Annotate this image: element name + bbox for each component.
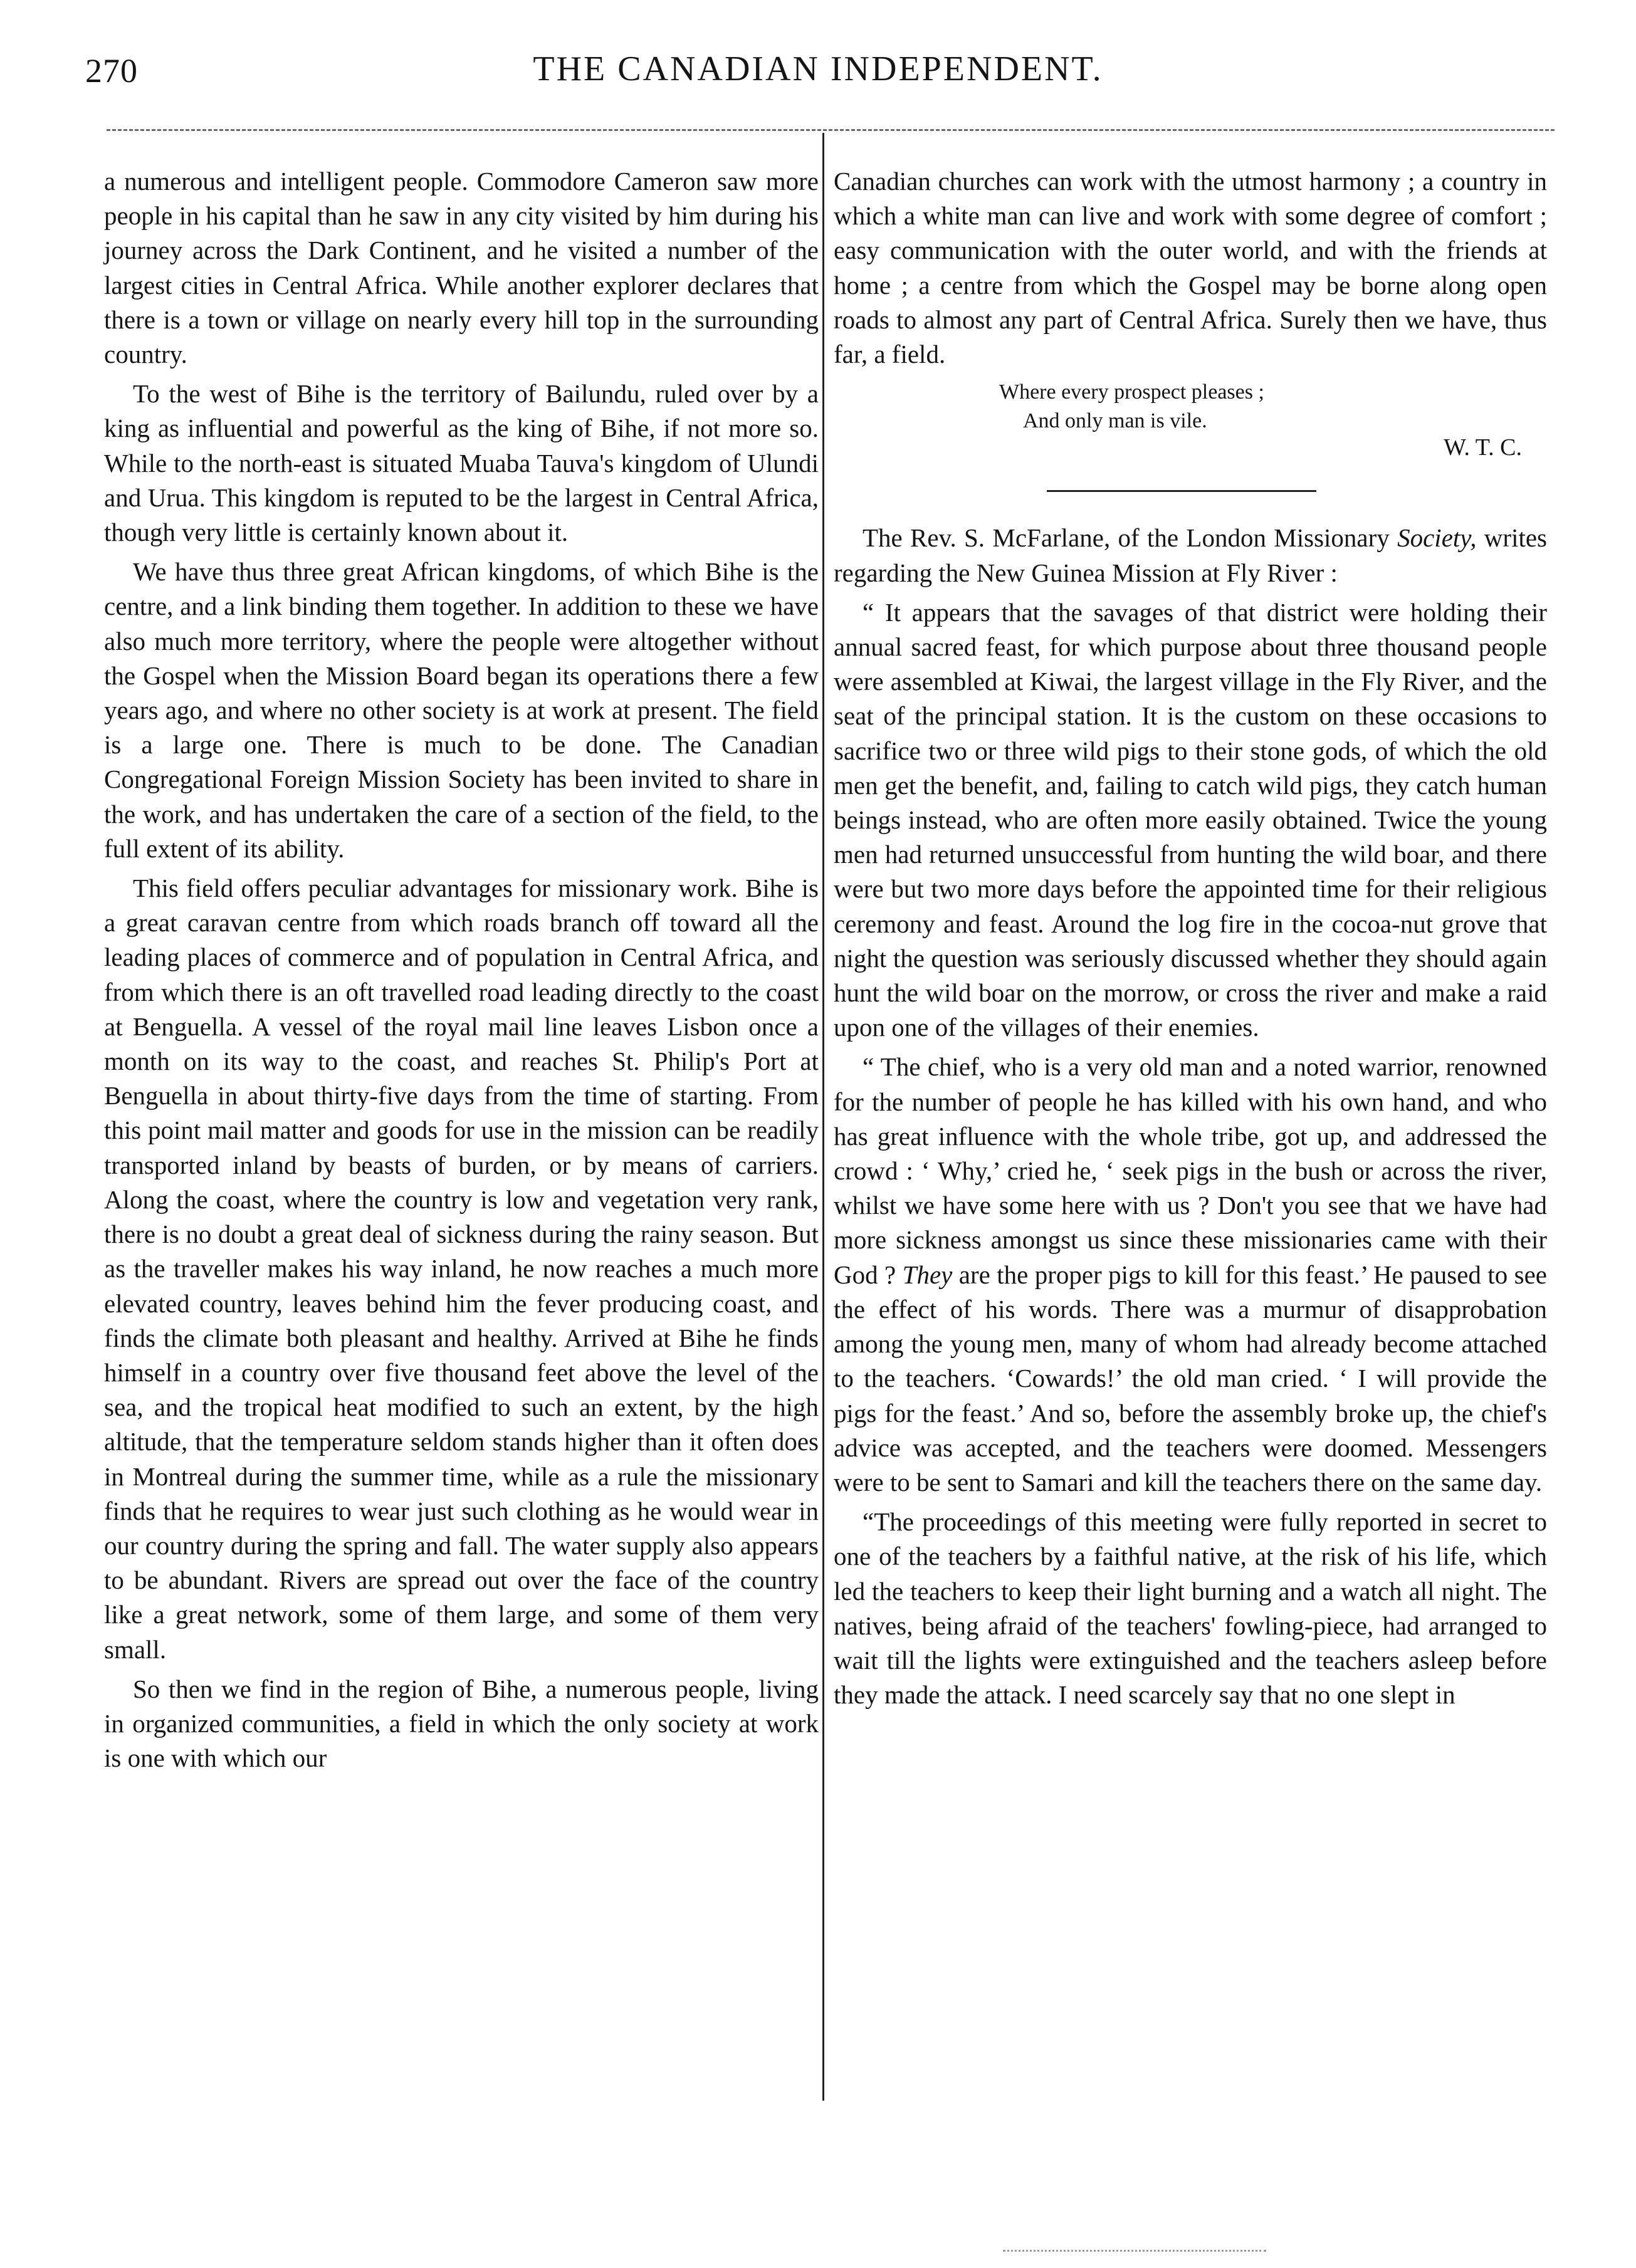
paragraph: We have thus three great African kingdoms, of which Bihe is the centre, and a link binding them together. In addition to these we have also much more territory, where the people were altogether without the Gospel when the Mission Board began its operations there a few years ago, and where no other society is at work at present. The field is a large one. There is much to be done. The Canadian Congregational Foreign Mission Society has been invited to share in the work, and has undertaken the care of a section of the field, to the full extent of its ability. <box>104 557 819 863</box>
scan-mark <box>1003 2250 1266 2252</box>
section-rule <box>1047 490 1316 492</box>
page-number: 270 <box>85 52 138 90</box>
paragraph: a numerous and intelligent people. Commodore Cameron saw more people in his capital than he saw in any city visited by him during his journey across the Dark Continent, and he visited a number of the largest cities in Central Africa. While another explorer declares that there is a town or village on nearly every hill top in the surrounding country. <box>104 167 819 369</box>
text-run: writes regarding the New Guinea Mission at Fly River : <box>834 523 1547 587</box>
paragraph: “ It appears that the savages of that district were holding their annual sacred feast, for which purpose about three thousand people were assembled at Kiwai, the largest village in the Fly River, and the seat of the principal station. It is the custom on these occasions to sacrifice two or three wild pigs to their stone gods, of which the old men get the benefit, and, failing to catch wild pigs, they catch human beings instead, who are often more easily obtained. Twice the young men had returned unsuccessful from hunting the wild boar, and there were but two more days before the appointed time for their religious ceremony and feast. Around the log fire in the cocoa-nut grove that night the question was seriously discussed whether they should again hunt the wild boar on the morrow, or cross the river and make a raid upon one of the villages of their enemies. <box>834 597 1547 1042</box>
paragraph: “The proceedings of this meeting were fully reported in secret to one of the teachers by a faithful native, at the risk of his life, which led the teachers to keep their light burning and a watch all night. The natives, being afraid of the teachers' fowling-piece, had arranged to wait till the lights were extinguished and the teachers asleep before they made the attack. I need scarcely say that no one slept in <box>834 1507 1547 1710</box>
italic-text: They <box>902 1260 953 1289</box>
italic-text: Society, <box>1397 523 1477 553</box>
paragraph <box>834 521 1547 590</box>
text-run: The Rev. S. McFarlane, of the London Missionary <box>863 523 1390 553</box>
paragraph: This field offers peculiar advantages for missionary work. Bihe is a great caravan centre from which roads branch off toward all the leading places of commerce and of population in Central Africa, and from which there is an oft travelled road leading directly to the coast at Benguella. A vessel of the royal mail line leaves Lisbon once a month on its way to the coast, and reaches St. Philip's Port at Benguella in about thirty-five days from the time of starting. From this point mail matter and goods for use in the mission can be readily transported inland by beasts of burden, or by means of carriers. Along the coast, where the country is low and vegetation very rank, there is no doubt a great deal of sickness during the rainy season. But as the traveller makes his way inland, he now reaches a much more elevated country, leaves behind him the fever producing coast, and finds the climate both pleasant and healthy. Arrived at Bihe he finds himself in a country over five thousand feet above the level of the sea, and the tropical heat modified to such an extent, by the high altitude, that the temperature seldom stands higher than it often does in Montreal during the summer time, while as a rule the missionary finds that he requires to wear just such clothing as he would wear in our country during the spring and fall. The water supply also appears to be abundant. Rivers are spread out over the face of the country like a great network, some of them large, and some of them very small. <box>104 874 819 1664</box>
poem-line: And only man is vile. <box>1023 409 1207 433</box>
text-run: “ The chief, who is a very old man and a noted warrior, renowned for the number of people he has killed with his own hand, and who has great influence with the whole tribe, got up, and addressed the crowd : ‘ Why,’ cried he, ‘ seek pigs in the bush or across the river, whilst we have some here with us ? Don't you see that we have had more sickness amongst us since these missionaries came with their God ? <box>834 1052 1547 1289</box>
paragraph: So then we find in the region of Bihe, a numerous people, living in organized communities, a field in which the only society at work is one with which our <box>104 1674 819 1773</box>
author-signature: W. T. C. <box>1444 434 1522 461</box>
page-header <box>0 0 1636 132</box>
left-column <box>104 164 819 1780</box>
paragraph <box>834 1050 1547 1500</box>
paragraph: To the west of Bihe is the territory of Bailundu, ruled over by a king as influential and powerful as the king of Bihe, if not more so. While to the north-east is situated Muaba Tauva's kingdom of Ulundi and Urua. This kingdom is reputed to be the largest in Central Africa, though very little is certainly known about it. <box>104 379 819 547</box>
text-run: are the proper pigs to kill for this feast.’ He paused to see the effect of his words. There was a murmur of disapprobation among the young men, many of whom had already become attached to the teachers. ‘Cowards!’ the old man cried. ‘ I will provide the pigs for the feast.’ And so, before the assembly broke up, the chief's advice was accepted, and the teachers were doomed. Messengers were to be sent to Samari and kill the teachers there on the same day. <box>834 1260 1547 1497</box>
poem-line: Where every prospect pleases ; <box>999 380 1264 404</box>
column-divider <box>822 133 824 2101</box>
right-column <box>834 164 1547 1717</box>
journal-title: THE CANADIAN INDEPENDENT. <box>533 50 1103 88</box>
poem-quote <box>834 378 1547 436</box>
header-rule <box>107 129 1555 131</box>
paragraph: Canadian churches can work with the utmost harmony ; a country in which a white man can live and work with some degree of comfort ; easy communication with the outer world, and with the friends at home ; a centre from which the Gospel may be borne along open roads to almost any part of Central Africa. Surely then we have, thus far, a field. <box>834 167 1547 369</box>
